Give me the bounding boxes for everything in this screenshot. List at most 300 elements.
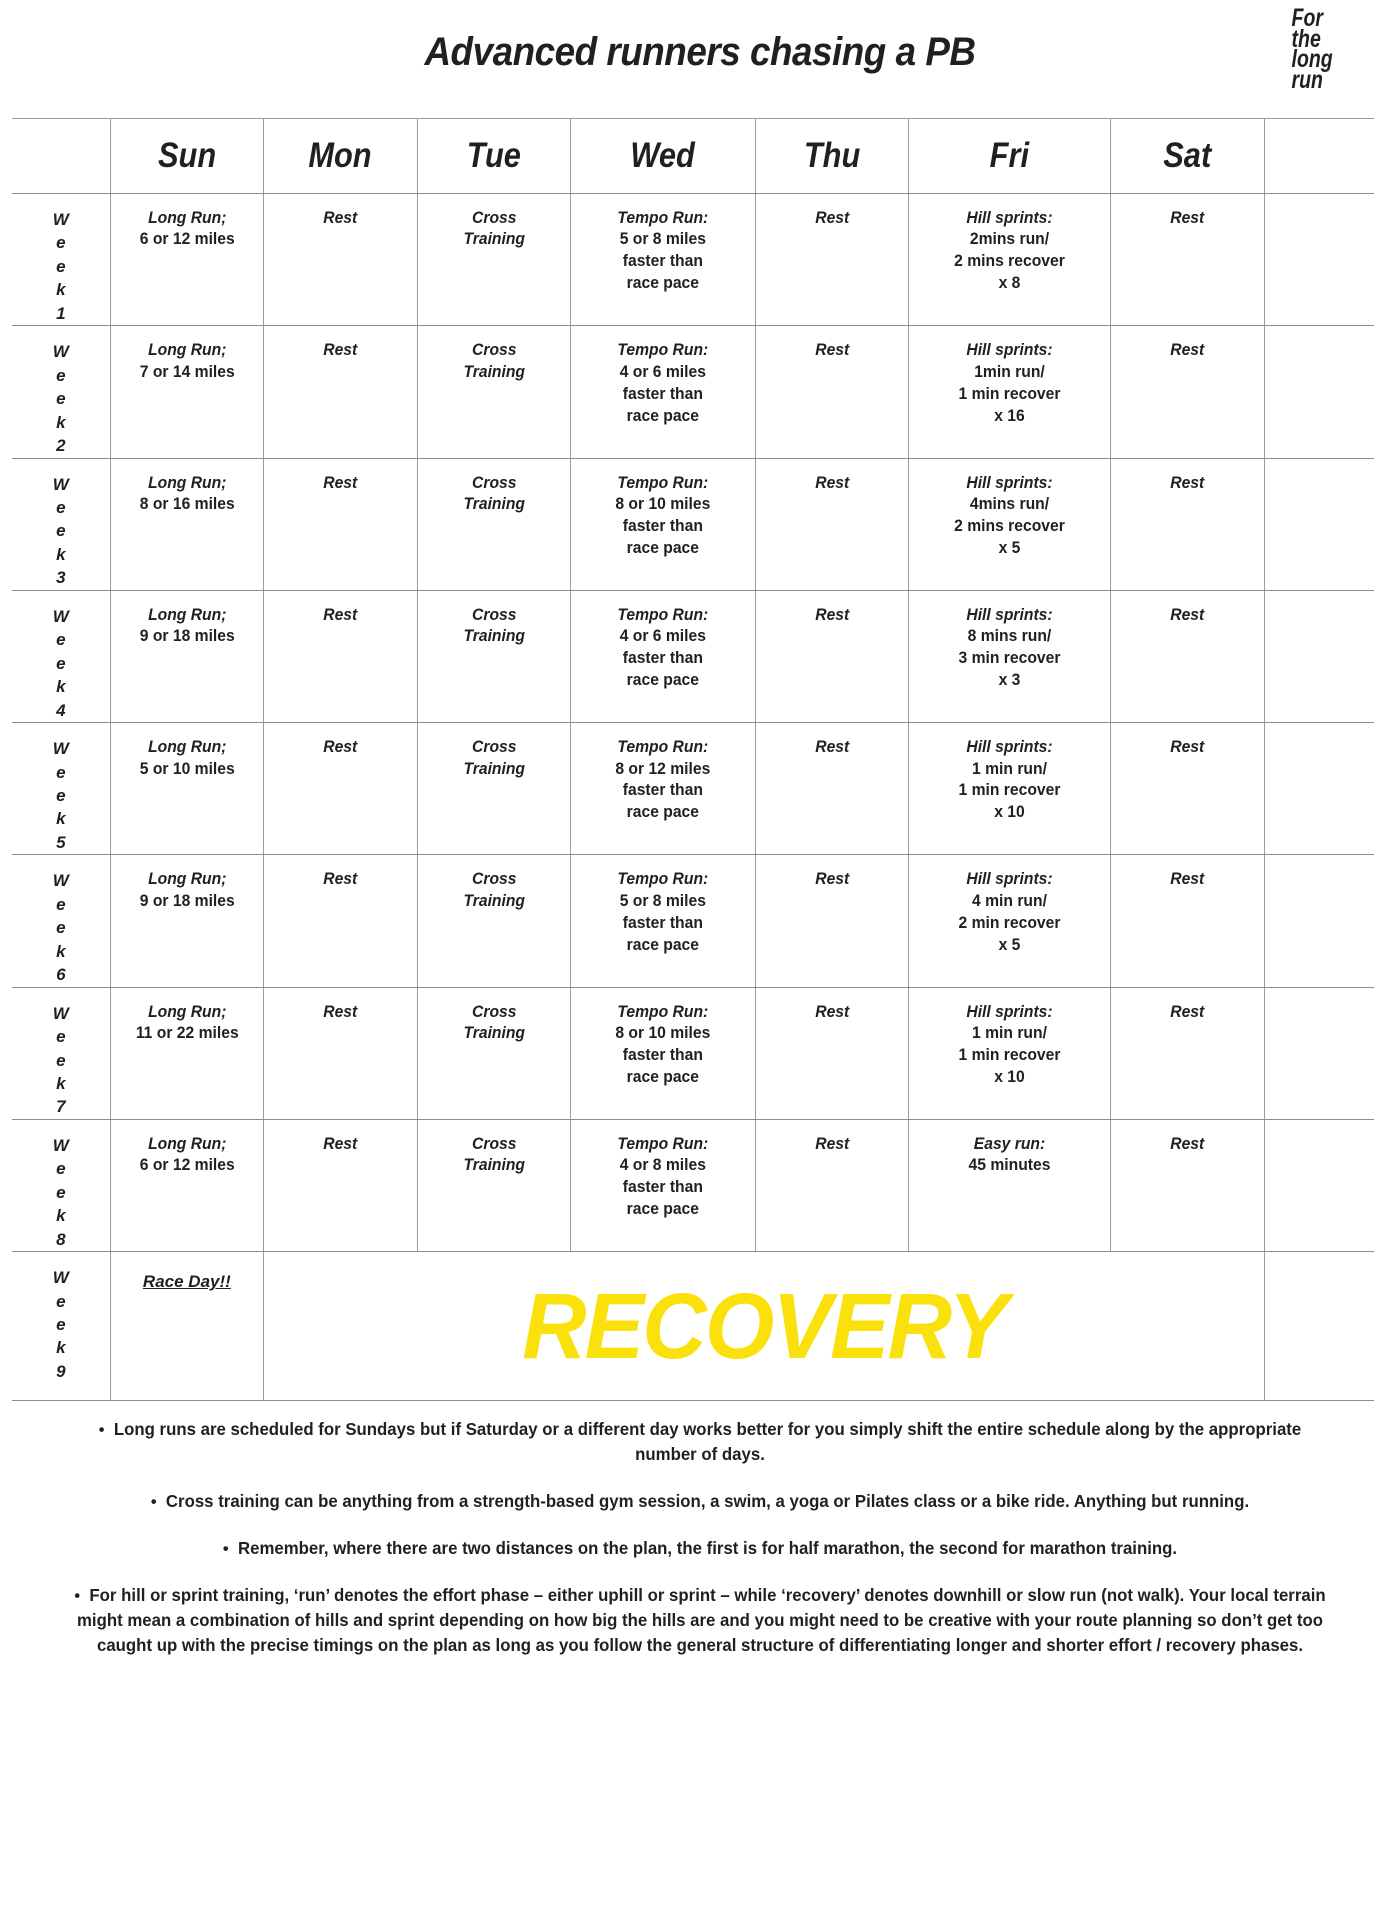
plan-cell-detail-line: 45 minutes <box>968 1156 1051 1175</box>
week-label-char: k <box>56 1338 66 1358</box>
plan-cell-detail-line: race pace <box>626 1067 700 1086</box>
column-header-fri <box>909 119 1111 194</box>
plan-cell-title: Tempo Run: <box>617 605 709 624</box>
plan-cell-title: Rest <box>1170 605 1205 624</box>
plan-cell-detail-line: 8 or 12 miles <box>615 759 711 778</box>
plan-cell-title: Rest <box>323 1134 358 1153</box>
week-label-char: 4 <box>56 700 66 720</box>
plan-cell-detail-line: x 10 <box>994 803 1026 822</box>
plan-cell-spare <box>1264 1119 1374 1251</box>
plan-cell-title: Rest <box>323 341 358 360</box>
plan-cell-detail-line: 1 min run/ <box>972 759 1048 778</box>
week-label-char: 6 <box>56 965 66 985</box>
plan-cell-fri[interactable] <box>909 458 1111 590</box>
plan-cell-title: Hill sprints: <box>966 341 1053 360</box>
week-label-char: e <box>56 894 66 914</box>
logo-line-2: the <box>1291 24 1321 53</box>
plan-cell-wed[interactable] <box>571 590 756 722</box>
bullet-icon: • <box>98 1420 105 1440</box>
plan-cell-title: Tempo Run: <box>617 209 709 227</box>
plan-cell-sat[interactable] <box>1111 1119 1265 1251</box>
week-label-char: k <box>56 544 66 564</box>
week-label-cell <box>12 987 110 1119</box>
note-text-2: Cross training can be anything from a strength-based gym session, a swim, a yoga or Pilates class or a bike ride. Anything but running. <box>165 1491 1250 1512</box>
plan-cell-detail-line: x 8 <box>998 274 1021 293</box>
plan-cell-detail-line: faster than <box>622 516 704 535</box>
plan-cell-detail <box>919 1023 1100 1089</box>
plan-cell-spare <box>1264 1252 1374 1401</box>
plan-cell-detail-line: faster than <box>622 1045 704 1064</box>
plan-cell-sun[interactable] <box>110 326 264 458</box>
page-title: Advanced runners chasing a PB <box>424 30 976 74</box>
plan-cell-spare <box>1264 590 1374 722</box>
plan-cell-detail-line: x 10 <box>994 1067 1026 1086</box>
plan-cell-tue[interactable] <box>417 590 571 722</box>
plan-cell-detail-line: 4 min run/ <box>972 891 1048 910</box>
plan-cell-title: Tempo Run: <box>617 738 709 757</box>
plan-cell-title: Long Run; <box>147 738 227 757</box>
plan-cell-wed[interactable] <box>571 855 756 987</box>
week-label-char: W <box>52 1268 69 1288</box>
week-label-char: e <box>56 1050 66 1070</box>
table-row <box>12 458 1374 590</box>
plan-cell-detail-line: race pace <box>626 803 700 822</box>
table-header-row <box>12 119 1374 194</box>
plan-cell-tue[interactable] <box>417 987 571 1119</box>
plan-cell-detail-line: x 3 <box>998 671 1021 690</box>
recovery-cell <box>264 1252 1265 1401</box>
plan-cell-fri[interactable] <box>909 194 1111 326</box>
plan-cell-thu[interactable] <box>755 326 909 458</box>
week-label-char: e <box>56 630 66 650</box>
plan-cell-detail-line: 4mins run/ <box>970 494 1050 513</box>
plan-cell-tue[interactable] <box>417 194 571 326</box>
column-header-mon <box>264 119 418 194</box>
table-row-week9 <box>12 1252 1374 1401</box>
plan-cell-detail-line: faster than <box>622 913 704 932</box>
week-label <box>12 208 110 325</box>
plan-cell-title: Cross Training <box>463 1134 525 1175</box>
column-header-spare <box>1264 119 1374 194</box>
plan-cell-fri[interactable] <box>909 1119 1111 1251</box>
note-item-2 <box>53 1489 1347 1514</box>
week-label-char: e <box>56 1315 66 1335</box>
week-label-char: 1 <box>56 303 66 323</box>
plan-cell-thu[interactable] <box>755 855 909 987</box>
plan-cell-tue[interactable] <box>417 1119 571 1251</box>
plan-cell-sun[interactable] <box>110 723 264 855</box>
plan-cell-title: Tempo Run: <box>617 870 709 889</box>
plan-cell-mon[interactable] <box>264 1119 418 1251</box>
plan-cell-detail <box>580 1023 745 1089</box>
plan-cell-detail <box>580 494 745 560</box>
plan-cell-title: Rest <box>1170 341 1205 360</box>
plan-cell-detail-line: race pace <box>626 1200 700 1219</box>
plan-cell-title: Tempo Run: <box>617 1002 709 1021</box>
plan-cell-detail-line: faster than <box>622 781 704 800</box>
plan-cell-detail-line: 8 mins run/ <box>967 627 1052 646</box>
plan-cell-title: Rest <box>323 1002 358 1021</box>
plan-cell-detail-line: x 5 <box>998 538 1021 557</box>
plan-cell-detail-line: 2 min recover <box>958 913 1061 932</box>
plan-cell-mon[interactable] <box>264 194 418 326</box>
plan-cell-title: Rest <box>1170 1134 1205 1153</box>
plan-cell-title: Tempo Run: <box>617 341 709 360</box>
plan-cell-title: Cross Training <box>463 870 525 910</box>
plan-cell-sat[interactable] <box>1111 723 1265 855</box>
plan-cell-detail-line: 4 or 6 miles <box>619 627 707 646</box>
week-label-cell <box>12 723 110 855</box>
table-row <box>12 987 1374 1119</box>
day-label-thu: Thu <box>803 136 861 175</box>
week-label <box>12 1266 110 1383</box>
page-header <box>0 0 1400 118</box>
plan-cell-mon[interactable] <box>264 855 418 987</box>
plan-cell-detail-line: 5 or 8 miles <box>619 230 707 249</box>
plan-cell-thu[interactable] <box>755 1119 909 1251</box>
plan-cell-wed[interactable] <box>571 194 756 326</box>
plan-cell-wed[interactable] <box>571 723 756 855</box>
plan-cell-detail-line: 4 or 8 miles <box>619 1156 707 1175</box>
plan-cell-sat[interactable] <box>1111 326 1265 458</box>
plan-cell-title: Rest <box>1170 209 1205 227</box>
plan-cell-tue[interactable] <box>417 723 571 855</box>
week-label-char: W <box>52 871 69 891</box>
week-label-char: e <box>56 653 66 673</box>
plan-cell-spare <box>1264 194 1374 326</box>
plan-cell-title: Hill sprints: <box>966 605 1053 624</box>
plan-cell-detail <box>919 362 1100 428</box>
plan-cell-title: Rest <box>323 870 358 889</box>
week-label-char: e <box>56 762 66 782</box>
plan-cell-detail-line: 9 or 18 miles <box>139 891 235 910</box>
plan-cell-sun[interactable] <box>110 194 264 326</box>
plan-cell-detail-line: race pace <box>626 274 700 293</box>
week-label <box>12 1002 110 1119</box>
week-label-char: 7 <box>56 1097 66 1117</box>
plan-cell-detail <box>580 759 745 825</box>
recovery-banner: RECOVERY <box>521 1273 1006 1378</box>
day-label-sun: Sun <box>157 136 216 175</box>
week-label-char: k <box>56 1073 66 1093</box>
day-label-mon: Mon <box>308 136 372 175</box>
week-label-char: k <box>56 412 66 432</box>
week-label-char: e <box>56 521 66 541</box>
plan-cell-detail <box>919 229 1100 295</box>
plan-cell-fri[interactable] <box>909 590 1111 722</box>
note-text-4: For hill or sprint training, ‘run’ denotes the effort phase – either uphill or sprint – while ‘recovery’ denotes downhill or slow run (not walk). Your local terrain might mean a combination of hills and sprint depending on how big the hills are and you might need to be creative with your route planning so don’t get too caught up with the precise timings on the plan as long as you follow the general structure of differentiating longer and shorter effort / recovery phases. <box>76 1585 1326 1656</box>
notes-list <box>26 1417 1374 1658</box>
plan-cell-title: Hill sprints: <box>966 738 1053 757</box>
plan-cell-mon[interactable] <box>264 723 418 855</box>
plan-cell-title: Rest <box>323 473 358 492</box>
week-label-cell <box>12 855 110 987</box>
plan-cell-fri[interactable] <box>909 723 1111 855</box>
plan-cell-sat[interactable] <box>1111 987 1265 1119</box>
week-label <box>12 605 110 722</box>
week-label-char: e <box>56 389 66 409</box>
plan-cell-title: Long Run; <box>147 870 227 889</box>
plan-cell-title: Rest <box>1170 1002 1205 1021</box>
plan-cell-detail-line: 8 or 10 miles <box>615 1024 711 1043</box>
plan-cell-title: Cross Training <box>463 209 525 249</box>
week-label-char: e <box>56 1159 66 1179</box>
plan-cell-title: Rest <box>815 1134 850 1153</box>
plan-cell-detail-line: faster than <box>622 649 704 668</box>
week-label-cell <box>12 194 110 326</box>
plan-cell-sat[interactable] <box>1111 855 1265 987</box>
column-header-wed <box>571 119 756 194</box>
plan-cell-detail-line: x 16 <box>994 406 1026 425</box>
training-plan-table <box>12 118 1374 1401</box>
table-body <box>12 194 1374 1401</box>
note-item-3 <box>53 1536 1347 1561</box>
week-label-char: e <box>56 918 66 938</box>
plan-cell-title: Cross Training <box>463 341 525 381</box>
plan-cell-detail <box>119 891 254 913</box>
plan-cell-detail-line: 5 or 10 miles <box>139 759 235 778</box>
race-day-label: Race Day!! <box>142 1272 231 1292</box>
plan-cell-detail <box>919 1155 1100 1177</box>
plan-cell-detail-line: x 5 <box>998 935 1021 954</box>
plan-cell-sun[interactable] <box>110 855 264 987</box>
plan-cell-title: Tempo Run: <box>617 1134 709 1153</box>
plan-cell-detail-line: faster than <box>622 1178 704 1197</box>
column-header-tue <box>417 119 571 194</box>
plan-cell-detail-line: 9 or 18 miles <box>139 627 235 646</box>
plan-cell-detail <box>919 626 1100 692</box>
plan-cell-title: Long Run; <box>147 341 227 360</box>
plan-cell-detail <box>119 626 254 648</box>
plan-cell-title: Long Run; <box>147 1134 227 1153</box>
plan-cell-detail-line: 2 mins recover <box>954 516 1066 535</box>
week-label-char: W <box>52 606 69 626</box>
plan-cell-detail-line: 11 or 22 miles <box>135 1024 239 1043</box>
plan-cell-title: Hill sprints: <box>966 1002 1053 1021</box>
column-header-thu <box>755 119 909 194</box>
table-row <box>12 590 1374 722</box>
plan-cell-title: Rest <box>815 738 850 757</box>
plan-cell-title: Cross Training <box>463 605 525 646</box>
plan-cell-detail <box>580 362 745 428</box>
plan-cell-detail-line: race pace <box>626 538 700 557</box>
plan-cell-title: Rest <box>1170 870 1205 889</box>
plan-cell-detail <box>119 759 254 781</box>
plan-cell-title: Cross Training <box>463 738 525 778</box>
table-row <box>12 326 1374 458</box>
plan-cell-fri[interactable] <box>909 987 1111 1119</box>
column-header-sun <box>110 119 264 194</box>
week-label-char: e <box>56 233 66 253</box>
week-label <box>12 1134 110 1251</box>
plan-cell-thu[interactable] <box>755 458 909 590</box>
logo-line-3: long <box>1291 45 1333 73</box>
week-label-char: 5 <box>56 832 66 852</box>
week-label-char: k <box>56 941 66 961</box>
note-text-1: Long runs are scheduled for Sundays but if Saturday or a different day works better for you simply shift the entire schedule along by the appropriate number of days. <box>113 1419 1302 1465</box>
corner-cell <box>12 119 110 194</box>
plan-cell-detail <box>119 494 254 516</box>
plan-cell-mon[interactable] <box>264 458 418 590</box>
plan-cell-detail-line: faster than <box>622 384 704 403</box>
plan-cell-tue[interactable] <box>417 326 571 458</box>
plan-cell-detail <box>119 229 254 251</box>
week-label-char: e <box>56 256 66 276</box>
note-item-1 <box>53 1417 1347 1467</box>
plan-cell-sat[interactable] <box>1111 590 1265 722</box>
plan-cell-wed[interactable] <box>571 987 756 1119</box>
plan-cell-title: Rest <box>815 1002 850 1021</box>
plan-cell-spare <box>1264 855 1374 987</box>
plan-cell-detail <box>919 494 1100 560</box>
plan-cell-mon[interactable] <box>264 326 418 458</box>
week-label-char: k <box>56 1206 66 1226</box>
plan-cell-thu[interactable] <box>755 590 909 722</box>
plan-cell-title: Rest <box>323 209 358 227</box>
week-label-char: 9 <box>56 1361 66 1381</box>
week-label-char: 8 <box>56 1229 66 1249</box>
plan-cell-spare <box>1264 987 1374 1119</box>
week-label <box>12 340 110 457</box>
plan-cell-detail-line: race pace <box>626 935 700 954</box>
plan-cell-title: Rest <box>323 738 358 757</box>
plan-cell-title: Tempo Run: <box>617 473 709 492</box>
note-text-3: Remember, where there are two distances on the plan, the first is for half marathon, the second for marathon training. <box>237 1538 1178 1559</box>
plan-cell-title: Rest <box>815 209 850 227</box>
plan-cell-spare <box>1264 458 1374 590</box>
bullet-icon: • <box>222 1539 229 1559</box>
plan-cell-thu[interactable] <box>755 987 909 1119</box>
plan-cell-detail-line: 2 mins recover <box>954 252 1066 271</box>
week-label-char: e <box>56 1027 66 1047</box>
week-label <box>12 473 110 590</box>
plan-cell-mon[interactable] <box>264 987 418 1119</box>
plan-cell-detail-line: 6 or 12 miles <box>139 1156 235 1175</box>
plan-cell-title: Rest <box>815 870 850 889</box>
plan-cell-detail <box>119 362 254 384</box>
plan-cell-detail-line: race pace <box>626 406 700 425</box>
week-label-cell <box>12 326 110 458</box>
plan-cell-title: Rest <box>815 341 850 360</box>
day-label-fri: Fri <box>990 136 1030 175</box>
plan-cell-title: Cross Training <box>463 1002 525 1043</box>
plan-cell-thu[interactable] <box>755 723 909 855</box>
plan-cell-fri[interactable] <box>909 855 1111 987</box>
logo-line-4: run <box>1291 65 1323 94</box>
plan-cell-title: Hill sprints: <box>966 870 1053 889</box>
plan-cell-title: Easy run: <box>974 1134 1046 1153</box>
plan-cell-sat[interactable] <box>1111 458 1265 590</box>
plan-cell-sat[interactable] <box>1111 194 1265 326</box>
week-label-char: W <box>52 342 69 362</box>
plan-cell-spare <box>1264 326 1374 458</box>
week-label-char: W <box>52 210 69 229</box>
plan-cell-title: Long Run; <box>147 209 227 227</box>
week-label-char: k <box>56 809 66 829</box>
plan-cell-detail <box>580 1155 745 1221</box>
plan-cell-wed[interactable] <box>571 1119 756 1251</box>
plan-cell-detail-line: 6 or 12 miles <box>139 230 235 249</box>
plan-cell-sun[interactable] <box>110 590 264 722</box>
plan-cell-title: Long Run; <box>147 1002 227 1021</box>
plan-cell-sun[interactable] <box>110 987 264 1119</box>
plan-cell-detail-line: 1min run/ <box>974 362 1046 381</box>
plan-cell-detail-line: 1 min recover <box>958 1045 1061 1064</box>
plan-cell-spare <box>1264 723 1374 855</box>
week-label-char: 3 <box>56 568 66 588</box>
table-row <box>12 1119 1374 1251</box>
plan-cell-title: Long Run; <box>147 605 227 624</box>
plan-cell-detail-line: 1 min recover <box>958 781 1061 800</box>
plan-cell-title: Rest <box>815 605 850 624</box>
plan-cell-detail <box>580 891 745 957</box>
plan-cell-detail <box>919 759 1100 825</box>
bullet-icon: • <box>74 1586 81 1606</box>
week-label-cell <box>12 590 110 722</box>
plan-cell-wed[interactable] <box>571 458 756 590</box>
plan-cell-title: Rest <box>1170 473 1205 492</box>
plan-cell-detail <box>119 1155 254 1177</box>
plan-cell-sun[interactable] <box>110 1119 264 1251</box>
day-label-tue: Tue <box>466 136 521 175</box>
race-day-cell[interactable] <box>110 1252 264 1401</box>
logo-line-1: For <box>1291 4 1323 32</box>
plan-cell-title: Rest <box>1170 738 1205 757</box>
note-item-4 <box>53 1583 1347 1658</box>
plan-cell-title: Hill sprints: <box>966 473 1053 492</box>
plan-cell-title: Long Run; <box>147 473 227 492</box>
plan-cell-sun[interactable] <box>110 458 264 590</box>
week-label-char: W <box>52 739 69 759</box>
plan-cell-fri[interactable] <box>909 326 1111 458</box>
week-label <box>12 737 110 854</box>
week-label-char: e <box>56 785 66 805</box>
week-label-char: e <box>56 1182 66 1202</box>
week-label-cell <box>12 458 110 590</box>
plan-cell-title: Cross Training <box>463 473 525 513</box>
week-label-cell <box>12 1252 110 1401</box>
plan-cell-detail-line: 1 min recover <box>958 384 1061 403</box>
week-label-char: W <box>52 1003 69 1023</box>
plan-cell-tue[interactable] <box>417 855 571 987</box>
plan-cell-title: Rest <box>323 605 358 624</box>
plan-cell-detail <box>919 891 1100 957</box>
plan-cell-mon[interactable] <box>264 590 418 722</box>
plan-cell-detail <box>580 626 745 692</box>
week-label-char: k <box>56 280 66 300</box>
plan-cell-detail-line: race pace <box>626 671 700 690</box>
week-label-char: e <box>56 1291 66 1311</box>
week-label-char: e <box>56 365 66 385</box>
column-header-sat <box>1111 119 1265 194</box>
plan-cell-detail-line: 2mins run/ <box>970 230 1050 249</box>
plan-cell-title: Hill sprints: <box>966 209 1053 227</box>
table-row <box>12 855 1374 987</box>
table-row <box>12 194 1374 326</box>
plan-cell-detail-line: 7 or 14 miles <box>139 362 235 381</box>
day-label-sat: Sat <box>1163 136 1212 175</box>
week-label-char: e <box>56 497 66 517</box>
plan-cell-detail-line: 4 or 6 miles <box>619 362 707 381</box>
plan-cell-tue[interactable] <box>417 458 571 590</box>
plan-cell-title: Rest <box>815 473 850 492</box>
week-label-char: W <box>52 1135 69 1155</box>
plan-cell-detail-line: 8 or 10 miles <box>615 494 711 513</box>
plan-cell-detail <box>119 1023 254 1045</box>
table-row <box>12 723 1374 855</box>
plan-cell-thu[interactable] <box>755 194 909 326</box>
plan-cell-wed[interactable] <box>571 326 756 458</box>
